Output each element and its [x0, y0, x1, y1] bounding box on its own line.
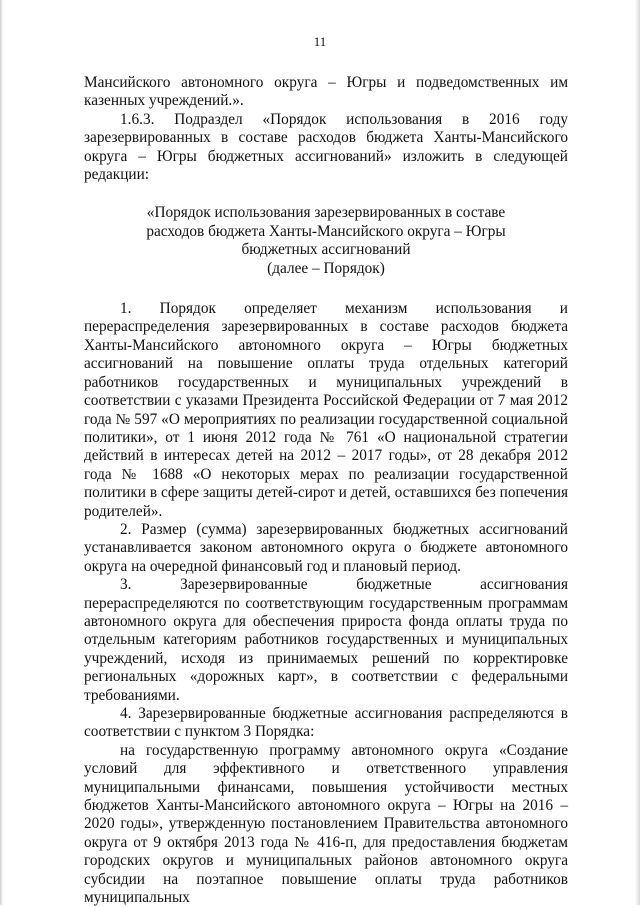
- item-2: 2. Размер (сумма) зарезервированных бюджетных ассигнований устанавливается законом автономного округа о бюджете автономного округа на очередной финансовый год и плановый период.: [84, 520, 568, 575]
- document-body: [84, 74, 568, 907]
- spacer: [84, 184, 568, 204]
- paragraph-1-6-3: 1.6.3. Подраздел «Порядок использования в 2016 году зарезервированных в составе расходов бюджета Ханты-Мансийского округа – Югры бюджетных ассигнований» изложить в следующей редакции:: [84, 110, 568, 184]
- item-1: 1. Порядок определяет механизм использования и перераспределения зарезервированных в составе расходов бюджета Ханты-Мансийского автономного округа – Югры бюджетных ассигнований на повышение оплаты труда отдельных категорий работников государственных и муниципальных учреждений в соответствии с указами Президента Российской Федерации от 7 мая 2012 года № 597 «О мероприятиях по реализации государственной социальной политики», от 1 июня 2012 года № 761 «О национальной стратегии действий в интересах детей на 2012 – 2017 годы», от 28 декабря 2012 года № 1688 «О некоторых мерах по реализации государственной политики в сфере защиты детей-сирот и детей, оставшихся без попечения родителей».: [84, 300, 568, 520]
- spacer: [84, 278, 568, 300]
- heading-line-3: бюджетных ассигнований: [241, 241, 411, 259]
- item-4: 4. Зарезервированные бюджетные ассигнования распределяются в соответствии с пунктом 3 Порядка:: [84, 705, 568, 741]
- page-number: 11: [313, 34, 327, 49]
- heading-line-4: (далее – Порядок): [267, 259, 385, 277]
- paragraph-continuation: Мансийского автономного округа – Югры и подведомственных им казенных учреждений.».: [84, 74, 568, 110]
- section-heading: [84, 204, 568, 278]
- heading-line-2: расходов бюджета Ханты-Мансийского округа – Югры: [146, 222, 506, 240]
- item-4-subitem: на государственную программу автономного округа «Создание условий для эффективного и ответственного управления муниципальными финансами, повышения устойчивости местных бюджетов Ханты-Мансийского автономного округа – Югры на 2016 – 2020 годы», утвержденную постановлением Правительства автономного округа от 9 октября 2013 года № 416-п, для предоставления бюджетам городских округов и муниципальных районов автономного округа субсидии на поэтапное повышение оплаты труда работников муниципальных: [84, 741, 568, 907]
- scan-right-edge: [635, 0, 640, 905]
- scan-left-edge: [0, 0, 3, 905]
- heading-line-1: «Порядок использования зарезервированных в составе: [146, 204, 506, 222]
- item-3: 3. Зарезервированные бюджетные ассигнования перераспределяются по соответствующим государственным программам автономного округа для обеспечения прироста фонда оплаты труда по отдельным категориям работников государственных и муниципальных учреждений, исходя из принимаемых решений по корректировке региональных «дорожных карт», в соответствии с федеральными требованиями.: [84, 576, 568, 704]
